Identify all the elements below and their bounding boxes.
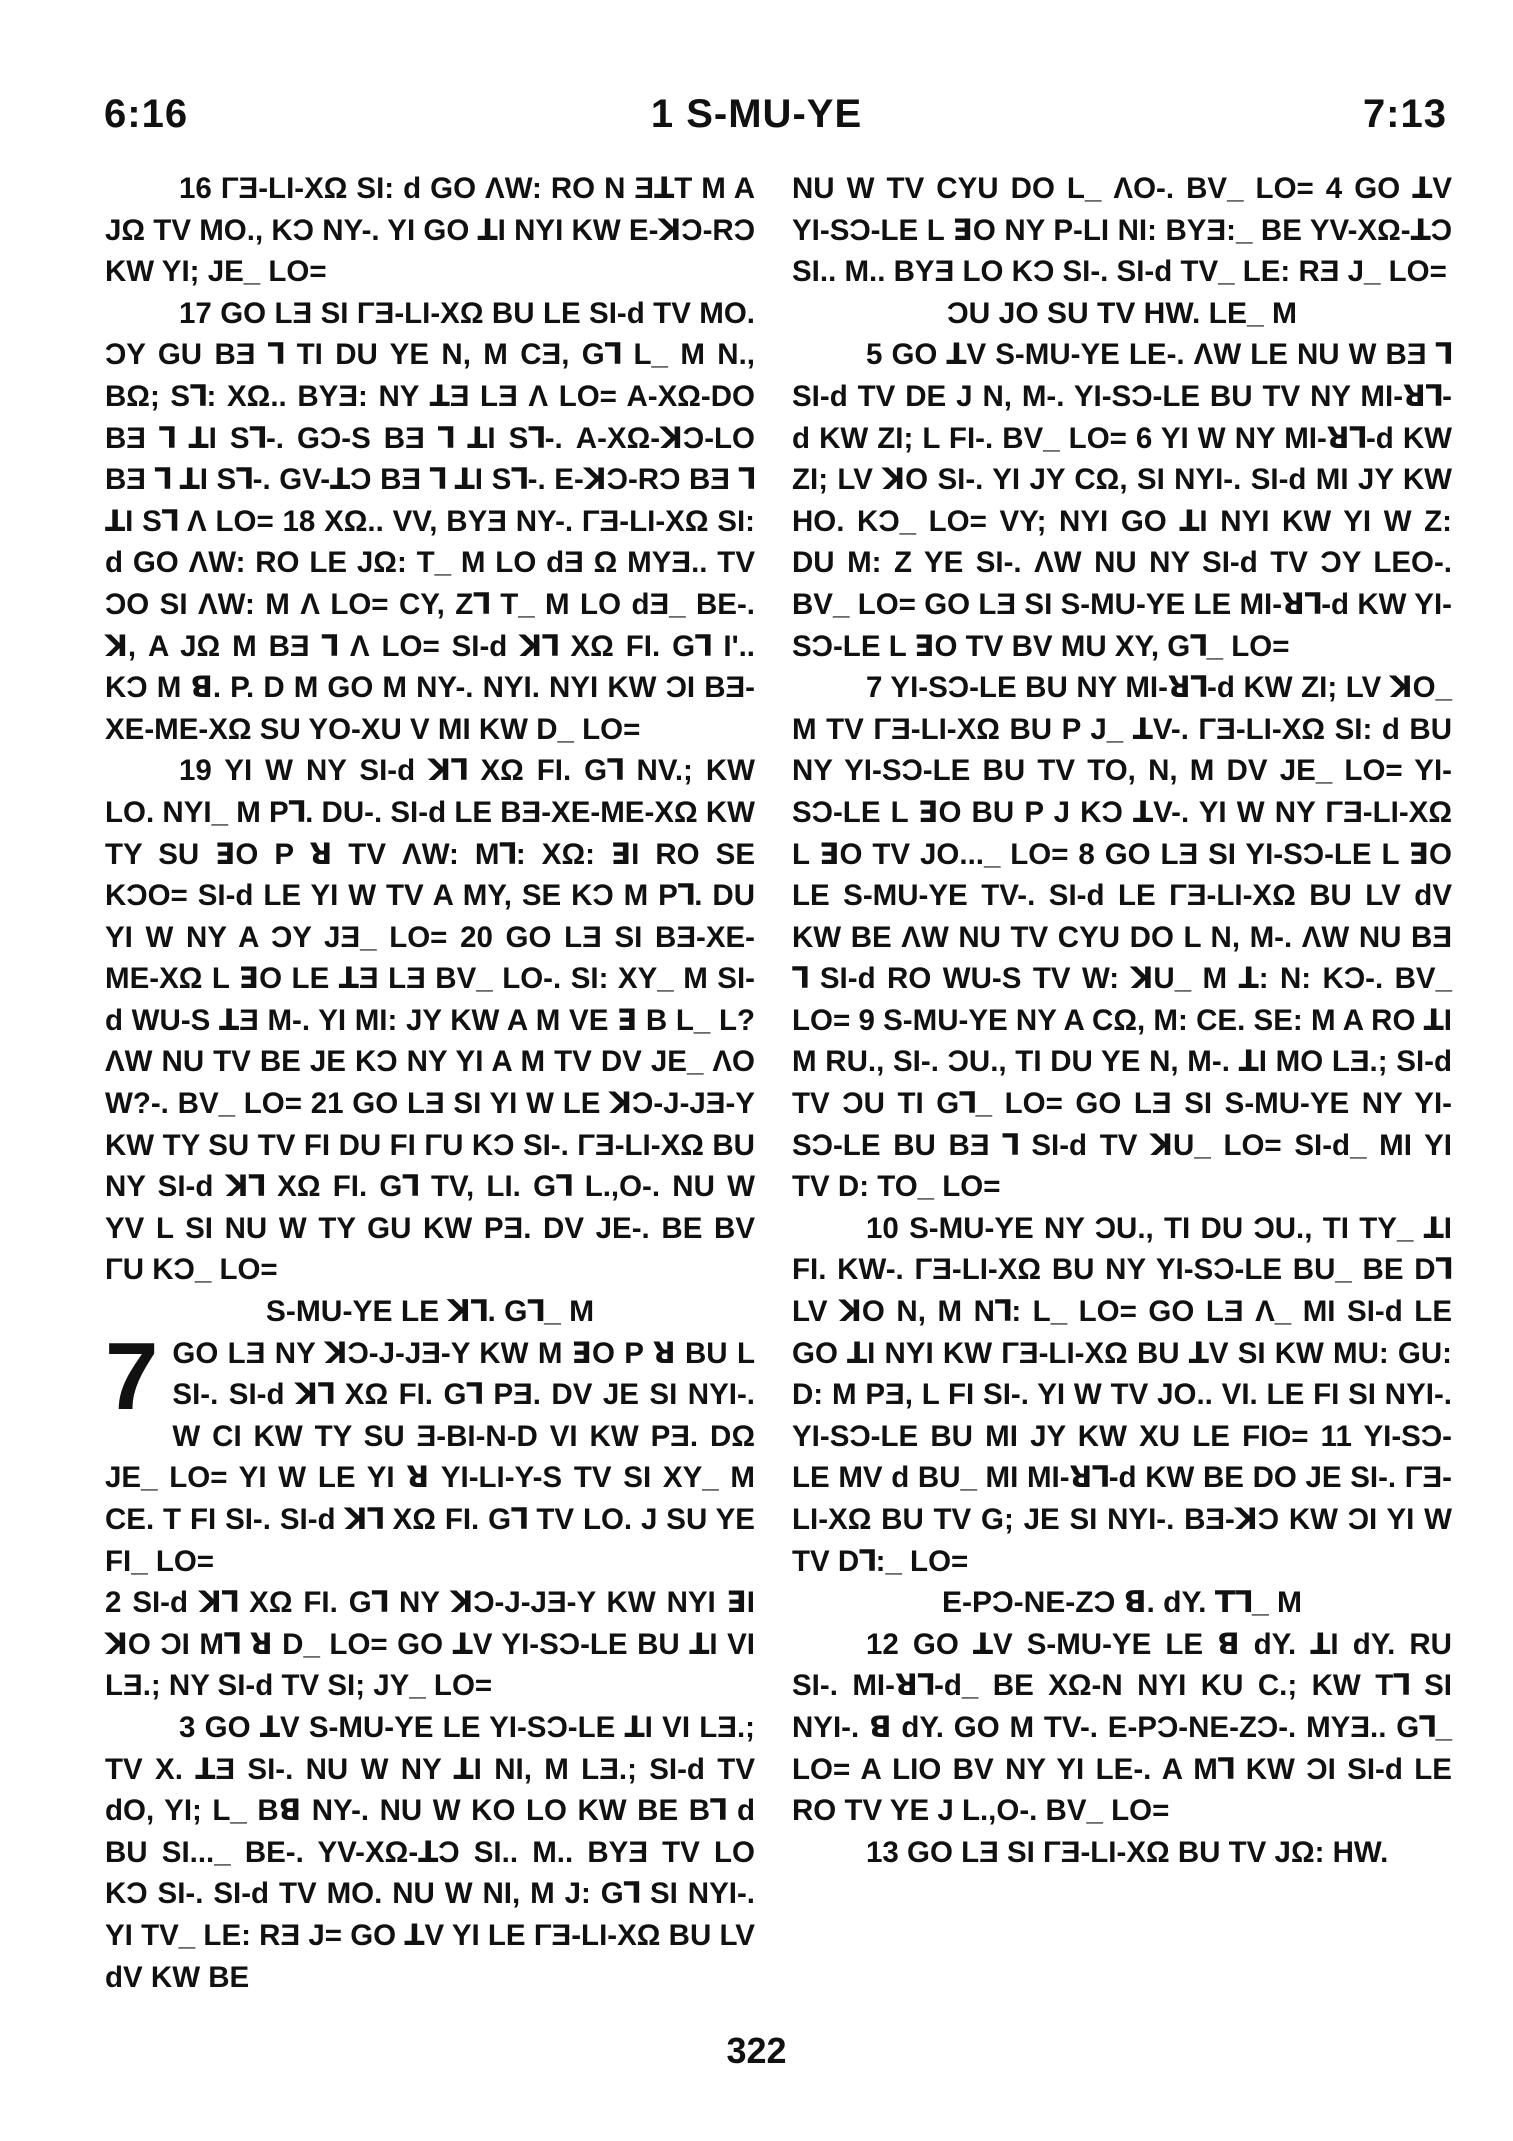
right-column — [792, 168, 1452, 1873]
verse-paragraph: 3 GO ꓕV S-MU-YE LE YI-SƆ-LE ꓕI VI LƎ.; TV X. ꓕƎ SI-. NU W NY ꓕI NI, M LƎ.; SI-d TV dO, YI; L_ Bꓭ NY-. NU W KO LO KW BE Bꓶ d BU SI..._ BE-. YV-XΩ-ꓕƆ SI.. M.. BYƎ TV LO KƆ SI-. SI-d TV MO. NU W NI, M J: Gꓶ SI NYI-. YI TV_ LE: RƎ J= GO ꓕV YI LE ΓƎ-LI-XΩ BU LV dV KW BE — [105, 1710, 755, 1994]
verse-paragraph: NU W TV CYU DO L_ ΛO-. BV_ LO= 4 GO ꓕV YI-SƆ-LE L ꓱO NY P-LI NI: BYƎ:_ BE YV-XΩ-ꓕƆ SI.. M.. BYƎ LO KƆ SI-. SI-d TV_ LE: RƎ J_ LO= — [792, 172, 1452, 289]
chapter-opening-paragraph — [105, 1322, 755, 1583]
chapter-opening-text: GO LƎ NY ꓘƆ-J-JƎ-Y KW M ꓱO P ꓤ BU L SI-. SI-d ꓘꓶ XΩ FI. Gꓶ PƎ. DV JE SI NYI-. W CI KW TY SU Ǝ-BI-N-D VI KW PƎ. DΩ JE_ LO= YI W LE YI ꓤ YI-LI-Y-S TV SI XY_ M CE. T FI SI-. SI-d ꓘꓶ XΩ FI. Gꓶ TV LO. J SU YE FI_ LO= — [105, 1336, 755, 1578]
verse-paragraph: 5 GO ꓕV S-MU-YE LE-. ΛW LE NU W BƎ ꓶ SI-d TV DE J N, M-. YI-SƆ-LE BU TV NY MI-ꓤꓶ-d KW ZI; L FI-. BV_ LO= 6 YI W NY MI-ꓤꓶ-d KW ZI; LV ꓘO SI-. YI JY CΩ, SI NYI-. SI-d MI JY KW HO. KƆ_ LO= VY; NYI GO ꓕI NYI KW YI W Z: DU M: Z YE SI-. ΛW NU NY SI-d TV ƆY LEO-. BV_ LO= GO LƎ SI S-MU-YE LE MI-ꓤꓶ-d KW YI-SƆ-LE L ꓱO TV BV MU XY, Gꓶ_ LO= — [792, 338, 1452, 663]
page-number: 322 — [726, 2030, 787, 2071]
section-heading: S-MU-YE LE ꓘꓶ. Gꓶ_ M — [265, 1295, 595, 1329]
verse-paragraph: 7 YI-SƆ-LE BU NY MI-ꓤꓶ-d KW ZI; LV ꓘO_ M TV ΓƎ-LI-XΩ BU P J_ ꓕV-. ΓƎ-LI-XΩ SI: d BU NY YI-SƆ-LE BU TV TO, N, M DV JE_ LO= YI-SƆ-LE L ꓱO BU P J KƆ ꓕV-. YI W NY ΓƎ-LI-XΩ L ꓱO TV JO..._ LO= 8 GO LƎ SI YI-SƆ-LE L ꓱO LE S-MU-YE TV-. SI-d LE ΓƎ-LI-XΩ BU LV dV KW BE ΛW NU TV CYU DO L N, M-. ΛW NU BƎ ꓶ SI-d RO WU-S TV W: ꓘU_ M ꓕ: N: KƆ-. BV_ LO= 9 S-MU-YE NY A CΩ, M: CE. SE: M A RO ꓕI M RU., SI-. ƆU., TI DU YE N, M-. ꓕI MO LƎ.; SI-d TV ƆU TI Gꓶ_ LO= GO LƎ SI S-MU-YE NY YI-SƆ-LE BU BƎ ꓶ SI-d TV ꓘU_ LO= SI-d_ MI YI TV D: TO_ LO= — [792, 671, 1452, 1204]
verse-paragraph: 17 GO LƎ SI ΓƎ-LI-XΩ BU LE SI-d TV MO. ƆY GU BƎ ꓶ TI DU YE N, M CƎ, Gꓶ L_ M N., BΩ; Sꓶ: XΩ.. BYƎ: NY ꓕƎ LƎ Λ LO= A-XΩ-DO BƎ ꓶ ꓕI Sꓶ-. GƆ-S BƎ ꓶ ꓕI Sꓶ-. A-XΩ-ꓘƆ-LO BƎ ꓶ ꓕI Sꓶ-. GV-ꓕƆ BƎ ꓶ ꓕI Sꓶ-. E-ꓘƆ-RƆ BƎ ꓶ ꓕI Sꓶ Λ LO= 18 XΩ.. VV, BYƎ NY-. ΓƎ-LI-XΩ SI: d GO ΛW: RO LE JΩ: T_ M LO dƎ Ω MYƎ.. TV ƆO SI ΛW: M Λ LO= CY, Zꓶ T_ M LO dƎ_ BE-. ꓘ, A JΩ M BƎ ꓶ Λ LO= SI-d ꓘꓶ XΩ FI. Gꓶ Iʹ.. KƆ M ꓭ. P. D M GO M NY-. NYI. NYI KW ƆI BƎ-XE-ME-XΩ SU YO-XU V MI KW D_ LO= — [105, 296, 755, 746]
verse-paragraph: 2 SI-d ꓘꓶ XΩ FI. Gꓶ NY ꓘƆ-J-JƎ-Y KW NYI ꓱI ꓘO ƆI Mꓶ ꓤ D_ LO= GO ꓕV YI-SƆ-LE BU ꓕI VI LƎ.; NY SI-d TV SI; JY_ LO= — [105, 1586, 755, 1703]
running-head-left: 6:16 — [104, 92, 189, 136]
verse-paragraph: 13 GO LƎ SI ΓƎ-LI-XΩ BU TV JΩ: HW. — [866, 1835, 1389, 1869]
chapter-number: 7 — [105, 1322, 159, 1430]
left-column — [105, 168, 755, 1998]
verse-paragraph: 19 YI W NY SI-d ꓘꓶ XΩ FI. Gꓶ NV.; KW LO. NYI_ M Pꓶ. DU-. SI-d LE BƎ-XE-ME-XΩ KW TY SU ꓱO P ꓤ TV ΛW: Mꓶ: XΩ: ꓱI RO SE KƆO= SI-d LE YI W TV A MY, SE KƆ M Pꓶ. DU YI W NY A ƆY JƎ_ LO= 20 GO LƎ SI BƎ-XE-ME-XΩ L ꓱO LE ꓕƎ LƎ BV_ LO-. SI: XY_ M SI-d WU-S ꓕƎ M-. YI MI: JY KW A M VE ꓱ B L_ L? ΛW NU TV BE JE KƆ NY YI A M TV DV JE_ ΛO W?-. BV_ LO= 21 GO LƎ SI YI W LE ꓘƆ-J-JƎ-Y KW TY SU TV FI DU FI ΓU KƆ SI-. ΓƎ-LI-XΩ BU NY SI-d ꓘꓶ XΩ FI. Gꓶ TV, LI. Gꓶ L.,O-. NU W YV L SI NU W TY GU KW PƎ. DV JE-. BE BV ΓU KƆ_ LO= — [105, 754, 755, 1287]
running-head-right: 7:13 — [1362, 92, 1447, 136]
section-heading: ƆU JO SU TV HW. LE_ M — [946, 296, 1298, 330]
running-head-title: 1 S-MU-YE — [650, 92, 863, 136]
verse-paragraph: 16 ΓƎ-LI-XΩ SI: d GO ΛW: RO N ƎꓕT M A JΩ TV MO., KƆ NY-. YI GO ꓕI NYI KW E-ꓘƆ-RƆ KW YI; JE_ LO= — [105, 172, 755, 289]
section-heading: E-PƆ-NE-ZƆ ꓭ. dY. ꓔꓶ_ M — [941, 1586, 1303, 1620]
verse-paragraph: 12 GO ꓕV S-MU-YE LE ꓭ dY. ꓕI dY. RU SI-. MI-ꓤꓶ-d_ BE XΩ-N NYI KU C.; KW Tꓶ SI NYI-. ꓭ dY. GO M TV-. E-PƆ-NE-ZƆ-. MYƎ.. Gꓶ_ LO= A LIO BV NY YI LE-. A Mꓶ KW ƆI SI-d LE RO TV YE J L.,O-. BV_ LO= — [792, 1627, 1452, 1828]
verse-paragraph: 10 S-MU-YE NY ƆU., TI DU ƆU., TI TY_ ꓕI FI. KW-. ΓƎ-LI-XΩ BU NY YI-SƆ-LE BU_ BE Dꓶ LV ꓘO N, M Nꓶ: L_ LO= GO LƎ Λ_ MI SI-d LE GO ꓕI NYI KW ΓƎ-LI-XΩ BU ꓕV SI KW MU: GU: D: M PƎ, L FI SI-. YI W TV JO.. VI. LE FI SI NYI-. YI-SƆ-LE BU MI JY KW XU LE FIO= 11 YI-SƆ-LE MV d BU_ MI MI-ꓤꓶ-d KW BE DO JE SI-. ΓƎ-LI-XΩ BU TV G; JE SI NYI-. BƎ-ꓘƆ KW ƆI YI W TV Dꓶ:_ LO= — [792, 1211, 1452, 1578]
